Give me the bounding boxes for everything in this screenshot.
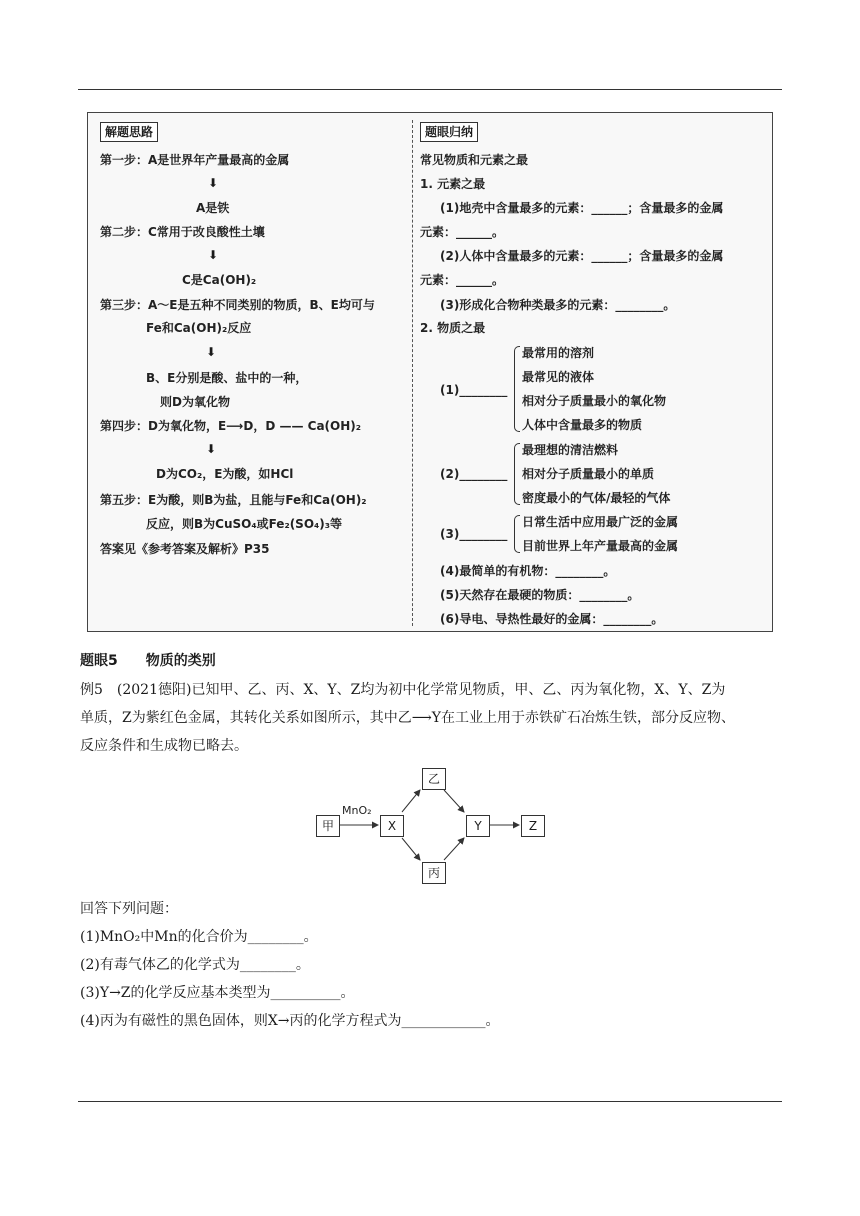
substance-q6: (6)导电、导热性最好的金属：________。 (440, 612, 664, 626)
node-x: X (380, 815, 404, 837)
element-q2-line1: (2)人体中含量最多的元素：______；含量最多的金属 (440, 249, 724, 263)
step-3-result-a: B、E分别是酸、盐中的一种， (146, 371, 308, 385)
example-line-3: 反应条件和生成物已略去。 (80, 738, 248, 754)
answer-reference: 答案见《参考答案及解析》P35 (100, 542, 270, 556)
left-panel-tag: 解题思路 (100, 122, 158, 142)
example-line-1: 例5 (2021德阳)已知甲、乙、丙、X、Y、Z均为初中化学常见物质，甲、乙、丙为氧化物，X、Y、Z为 (80, 682, 726, 698)
edge-x-bing (402, 838, 420, 860)
substance-q4: (4)最简单的有机物：________。 (440, 564, 616, 578)
node-y: Y (466, 815, 490, 837)
group2-item: 密度最小的气体/最轻的气体 (522, 491, 671, 505)
step-5: 第五步：E为酸，则B为盐，且能与Fe和Ca(OH)₂ (100, 493, 367, 507)
question-4: (4)丙为有磁性的黑色固体，则X→丙的化学方程式为____________。 (80, 1013, 500, 1029)
group1-brace (514, 346, 520, 432)
down-arrow-icon: ⬇ (208, 248, 219, 262)
node-jia: 甲 (316, 815, 340, 837)
edge-bing-y (444, 838, 464, 860)
group2-label: (2)________ (440, 467, 508, 481)
summary-title: 常见物质和元素之最 (420, 153, 529, 167)
down-arrow-icon: ⬇ (206, 345, 217, 359)
example-line-2: 单质，Z为紫红色金属，其转化关系如图所示，其中乙⟶Y在工业上用于赤铁矿石冶炼生铁，部分反应物、 (80, 710, 736, 726)
step-3: 第三步：A～E是五种不同类别的物质，B、E均可与 (100, 298, 375, 312)
group2-brace (514, 443, 520, 505)
element-q1-line1: (1)地壳中含量最多的元素：______；含量最多的金属 (440, 201, 724, 215)
group2-item: 相对分子质量最小的单质 (522, 467, 655, 481)
element-q1-line2: 元素：______。 (420, 225, 505, 239)
step-3-cont: Fe和Ca(OH)₂反应 (146, 321, 252, 335)
elements-heading: 1. 元素之最 (420, 177, 486, 191)
edge-yi-y (444, 790, 464, 812)
section-heading: 题眼5 物质的类别 (80, 653, 216, 669)
step-3-result-b: 则D为氧化物 (160, 395, 230, 409)
questions-intro: 回答下列问题： (80, 901, 178, 917)
step-1: 第一步：A是世界年产量最高的金属 (100, 153, 290, 167)
right-panel-tag: 题眼归纳 (420, 122, 478, 142)
element-q2-line2: 元素：______。 (420, 273, 505, 287)
step-2-result: C是Ca(OH)₂ (182, 273, 257, 287)
group1-item: 最常见的液体 (522, 370, 595, 384)
down-arrow-icon: ⬇ (206, 442, 217, 456)
group1-item: 人体中含量最多的物质 (522, 418, 643, 432)
top-rule (78, 89, 782, 90)
edge-label-catalyst: MnO₂ (342, 804, 372, 817)
node-bing: 丙 (422, 862, 446, 884)
node-z: Z (521, 815, 545, 837)
step-5-cont: 反应，则B为CuSO₄或Fe₂(SO₄)₃等 (146, 517, 343, 531)
group3-item: 目前世界上年产量最高的金属 (522, 539, 679, 553)
group3-brace (514, 515, 520, 553)
question-3: (3)Y→Z的化学反应基本类型为__________。 (80, 985, 355, 1001)
step-4-result: D为CO₂，E为酸，如HCl (156, 467, 294, 481)
substances-heading: 2. 物质之最 (420, 321, 486, 335)
group3-item: 日常生活中应用最广泛的金属 (522, 515, 679, 529)
step-4: 第四步：D为氧化物，E⟶D，D —— Ca(OH)₂ (100, 419, 362, 433)
group1-item: 最常用的溶剂 (522, 346, 595, 360)
down-arrow-icon: ⬇ (208, 176, 219, 190)
group1-label: (1)________ (440, 383, 508, 397)
node-yi: 乙 (422, 768, 446, 790)
panel-divider (412, 120, 413, 626)
bottom-rule (78, 1101, 782, 1102)
question-2: (2)有毒气体乙的化学式为________。 (80, 957, 310, 973)
group3-label: (3)________ (440, 527, 508, 541)
element-q3: (3)形成化合物种类最多的元素：________。 (440, 298, 676, 312)
group1-item: 相对分子质量最小的氧化物 (522, 394, 667, 408)
edge-x-yi (402, 790, 420, 812)
step-1-result: A是铁 (196, 201, 230, 215)
group2-item: 最理想的清洁燃料 (522, 443, 619, 457)
question-1: (1)MnO₂中Mn的化合价为________。 (80, 929, 318, 945)
substance-q5: (5)天然存在最硬的物质：________。 (440, 588, 640, 602)
step-2: 第二步：C常用于改良酸性土壤 (100, 225, 265, 239)
